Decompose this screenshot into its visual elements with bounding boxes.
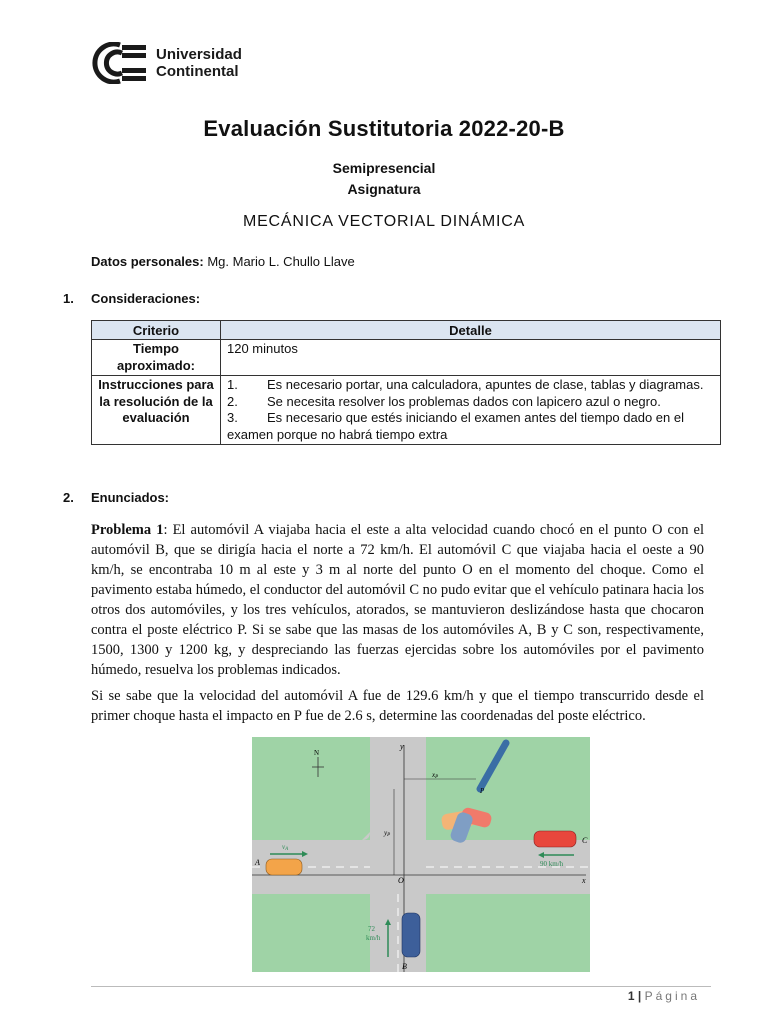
section-number: 2. <box>63 490 74 505</box>
table-cell-value: 120 minutos <box>221 340 721 376</box>
car-a-icon <box>266 859 302 875</box>
speed-b-label-1: 72 <box>368 925 375 933</box>
table-cell-instructions <box>221 376 721 445</box>
course-name: MECÁNICA VECTORIAL DINÁMICA <box>242 213 526 230</box>
section-title: Consideraciones: <box>91 291 201 306</box>
car-c-label: C <box>582 836 588 845</box>
pole-label: P <box>480 787 485 795</box>
table-cell-label: Instrucciones para la resolución de la evaluación <box>92 376 221 445</box>
problem-label: Problema 1 <box>91 522 164 538</box>
section-statements <box>63 490 169 505</box>
collision-diagram <box>252 737 590 972</box>
instruction-item: 1. Es necesario portar, una calculadora, apuntes de clase, tablas y diagramas. <box>227 377 704 392</box>
va-label: vA <box>282 843 289 852</box>
page-word: Página <box>644 989 700 1003</box>
table-header-detalle: Detalle <box>221 321 721 340</box>
university-logo <box>92 42 242 84</box>
page-title: Evaluación Sustitutoria 2022-20-B <box>203 116 565 141</box>
instruction-item: 2. Se necesita resolver los problemas dados con lapicero azul o negro. <box>227 393 661 409</box>
problem-question: Si se sabe que la velocidad del automóvil A fue de 129.6 km/h y que el tiempo transcurrido desde el primer choque hasta el impacto en P fue de 2.6 s, determine las coordenadas del poste eléctrico. <box>91 688 704 724</box>
table-header-criterio: Criterio <box>92 321 221 340</box>
car-b-icon <box>402 913 420 957</box>
page-separator: | <box>637 989 642 1003</box>
x-axis-label: x <box>582 876 586 885</box>
page-footer <box>628 989 700 1003</box>
y-axis-label: y <box>400 742 404 751</box>
table-row <box>92 376 721 445</box>
table-header-row <box>92 321 721 340</box>
criteria-table <box>91 320 721 445</box>
origin-label: O <box>398 876 404 885</box>
modality: Semipresencial <box>332 160 436 176</box>
yp-label: yP <box>384 829 391 838</box>
subject-label: Asignatura <box>347 181 421 197</box>
speed-c-label: 90 km/h <box>540 860 564 868</box>
table-cell-label: Tiempo aproximado: <box>92 340 221 376</box>
footer-divider <box>91 986 711 987</box>
university-line1: Universidad <box>156 46 242 63</box>
university-line2: Continental <box>156 63 239 80</box>
section-number: 1. <box>63 291 74 306</box>
speed-b-label-2: km/h <box>366 934 381 942</box>
page-number: 1 <box>627 989 635 1003</box>
personal-data <box>91 254 355 269</box>
north-label: N <box>314 749 320 757</box>
xp-label: xP <box>432 771 439 780</box>
personal-data-value: Mg. Mario L. Chullo Llave <box>207 254 355 269</box>
section-considerations <box>63 291 200 306</box>
car-b-label: B <box>402 962 407 971</box>
university-name <box>156 46 242 80</box>
section-title: Enunciados: <box>91 490 170 505</box>
car-a-label: A <box>255 858 260 867</box>
car-c-icon <box>534 831 576 847</box>
problem-statement <box>91 520 704 680</box>
personal-data-label: Datos personales: <box>91 254 204 269</box>
problem-text: : El automóvil A viajaba hacia el este a alta velocidad cuando chocó en el punto O con el automóvil B, que se dirigía hacia el norte a 72 km/h. El automóvil C que viajaba hacia el oeste a 90 km/h, se encontraba 10 m al este y 3 m al norte del punto O en el momento del choque. Como el pavimento estaba húmedo, el conductor del automóvil C no pudo evitar que el vehículo patinara hacia los otros dos automóviles, y los tres vehículos, atorados, se mantuvieron deslizándose hasta que chocaron contra el poste eléctrico P. Si se sabe que las masas de los automóviles A, B y C son, respectivamente, 1500, 1300 y 1200 kg, y despreciando las fuerzas ejercidas sobre los automóviles por el pavimento húmedo, resuelva los problemas indicados. <box>91 522 704 678</box>
instruction-item: 3. Es necesario que estés iniciando el examen antes del tiempo dado en el examen porque no habrá tiempo extra <box>227 410 684 442</box>
table-row <box>92 340 721 376</box>
university-logo-icon <box>92 42 148 84</box>
